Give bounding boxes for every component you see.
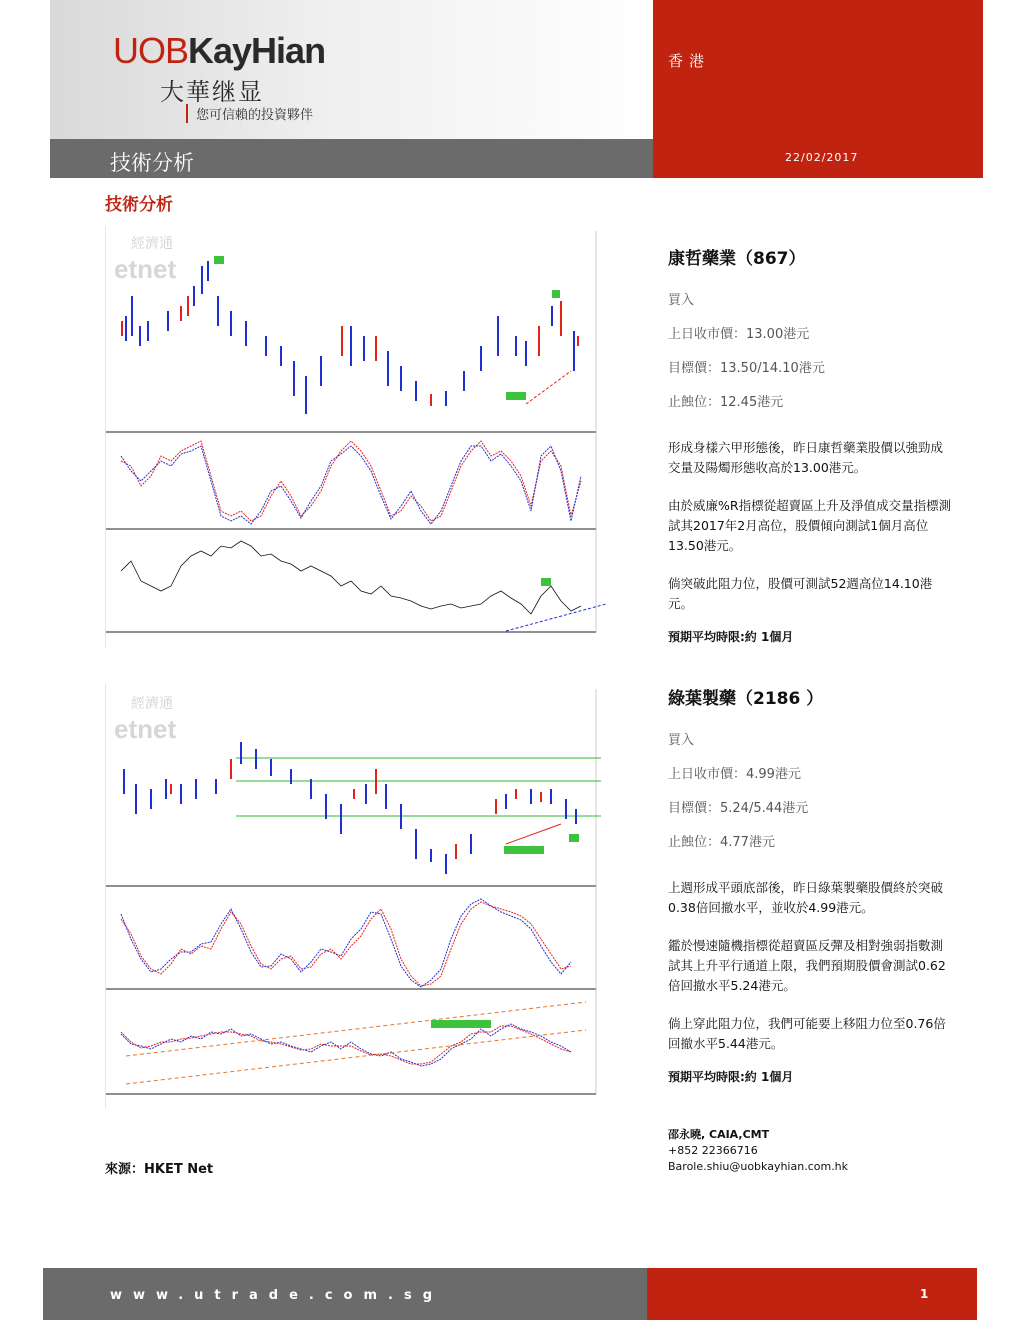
stock-chart-2186	[105, 684, 622, 1108]
previous-close: 上日收市價：4.99港元	[668, 767, 801, 782]
region-label: 香港	[668, 52, 711, 70]
footer-website-link[interactable]: www.utrade.com.sg	[110, 1288, 444, 1303]
analyst-name: 邵永曉, CAIA,CMT	[668, 1128, 770, 1141]
stop-loss: 止蝕位：4.77港元	[668, 835, 775, 850]
stock-title: 康哲藥業（867）	[668, 249, 806, 269]
previous-close: 上日收市價：13.00港元	[668, 327, 810, 342]
analysis-paragraph: 上週形成平頭底部後，昨日綠葉製藥股價終於突破0.38倍回撤水平，並收於4.99港元。	[668, 880, 944, 915]
analysis-paragraph: 由於威廉%R指標從超賣區上升及淨值成交量指標測試其2017年2月高位，股價傾向測試1個月高位13.50港元。	[668, 498, 952, 553]
chart-graphic	[106, 226, 623, 648]
recommendation: 買入	[668, 293, 695, 308]
stock-chart-867	[105, 226, 622, 648]
analyst-email[interactable]: Barole.shiu@uobkayhian.com.hk	[668, 1160, 849, 1173]
company-logo: UOBKayHian	[113, 30, 326, 71]
analyst-phone: +852 22366716	[668, 1144, 758, 1157]
recommendation: 買入	[668, 733, 695, 748]
target-price: 目標價：13.50/14.10港元	[668, 361, 825, 376]
target-price: 目標價：5.24/5.44港元	[668, 801, 809, 816]
chart-graphic	[106, 684, 623, 1108]
svg-text:etnet: etnet	[114, 254, 177, 284]
company-chinese-name: 大華继显	[160, 78, 264, 106]
stock-title: 綠葉製藥（2186 ）	[668, 689, 824, 709]
report-date: 22/02/2017	[785, 151, 859, 164]
stock-section-2186	[668, 684, 953, 1085]
svg-text:經濟通: 經濟通	[131, 695, 173, 711]
page-heading: 技術分析	[105, 195, 173, 215]
analysis-paragraph: 倘上穿此阻力位，我們可能要上移阻力位至0.76倍回撤水平5.44港元。	[668, 1016, 946, 1051]
analysis-paragraph: 形成身樣六甲形態後，昨日康哲藥業股價以強勁成交量及陽燭形態收高於13.00港元。	[668, 440, 944, 475]
analysis-paragraph: 鑑於慢速隨機指標從超賣區反彈及相對強弱指數測試其上升平行通道上限，我們預期股價會測試0.62倍回撤水平5.24港元。	[668, 938, 946, 993]
svg-text:經濟通: 經濟通	[131, 235, 173, 251]
stop-loss: 止蝕位：12.45港元	[668, 395, 784, 410]
analysis-paragraph: 倘突破此阻力位，股價可測試52週高位14.10港元。	[668, 576, 933, 611]
stock-section-867	[668, 244, 953, 645]
expected-period: 預期平均時限:約 1個月	[668, 1070, 794, 1084]
data-source: 來源：HKET Net	[105, 1162, 214, 1177]
expected-period: 預期平均時限:約 1個月	[668, 630, 794, 644]
section-title: 技術分析	[110, 151, 194, 175]
svg-text:etnet: etnet	[114, 714, 177, 744]
analyst-contact	[668, 1127, 848, 1175]
page-number: 1	[920, 1287, 929, 1301]
company-slogan: 您可信賴的投資夥伴	[186, 104, 313, 123]
